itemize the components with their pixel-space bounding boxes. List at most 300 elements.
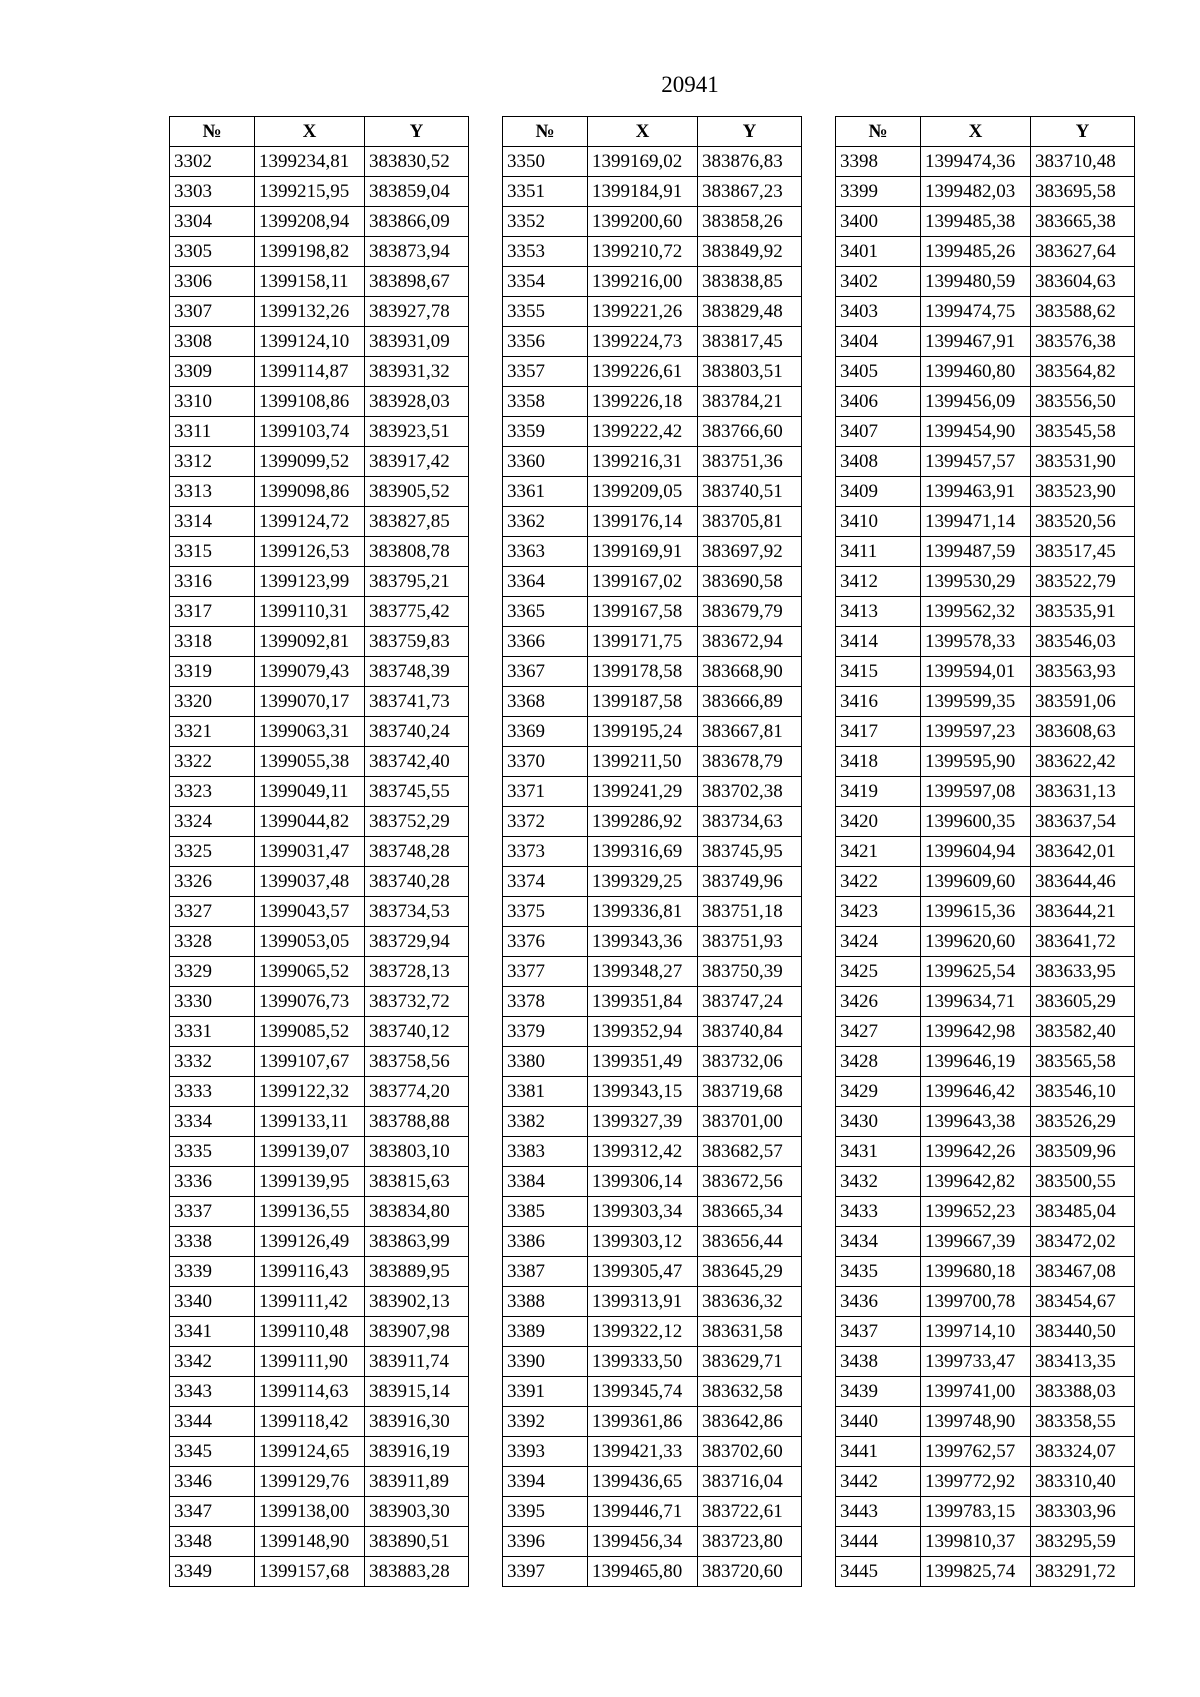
point-number-cell: 3321	[170, 717, 255, 747]
table-row	[836, 657, 1135, 687]
y-coordinate-cell: 383728,13	[365, 957, 469, 987]
table-row	[503, 447, 802, 477]
y-coordinate-cell: 383863,99	[365, 1227, 469, 1257]
y-coordinate-cell: 383720,60	[698, 1557, 802, 1587]
x-coordinate-cell: 1399329,25	[588, 867, 698, 897]
point-number-cell: 3404	[836, 327, 921, 357]
y-coordinate-cell: 383916,30	[365, 1407, 469, 1437]
y-coordinate-cell: 383642,01	[1031, 837, 1135, 867]
table-row	[170, 1287, 469, 1317]
point-number-cell: 3383	[503, 1137, 588, 1167]
x-coordinate-cell: 1399680,18	[921, 1257, 1031, 1287]
table-row	[836, 597, 1135, 627]
y-coordinate-cell: 383732,72	[365, 987, 469, 1017]
y-coordinate-cell: 383633,95	[1031, 957, 1135, 987]
y-coordinate-cell: 383604,63	[1031, 267, 1135, 297]
point-number-cell: 3405	[836, 357, 921, 387]
point-number-cell: 3312	[170, 447, 255, 477]
y-coordinate-cell: 383905,52	[365, 477, 469, 507]
x-coordinate-cell: 1399642,82	[921, 1167, 1031, 1197]
x-coordinate-cell: 1399110,48	[255, 1317, 365, 1347]
table-row	[836, 1137, 1135, 1167]
y-coordinate-cell: 383859,04	[365, 177, 469, 207]
point-number-cell: 3307	[170, 297, 255, 327]
table-row	[503, 897, 802, 927]
x-coordinate-cell: 1399195,24	[588, 717, 698, 747]
table-row	[503, 687, 802, 717]
table-row	[170, 1437, 469, 1467]
table-row	[503, 1407, 802, 1437]
header-x: X	[921, 117, 1031, 147]
table-row	[503, 777, 802, 807]
coordinate-table-3	[835, 116, 1135, 1587]
point-number-cell: 3349	[170, 1557, 255, 1587]
point-number-cell: 3353	[503, 237, 588, 267]
point-number-cell: 3371	[503, 777, 588, 807]
table-row	[503, 177, 802, 207]
y-coordinate-cell: 383509,96	[1031, 1137, 1135, 1167]
point-number-cell: 3305	[170, 237, 255, 267]
point-number-cell: 3403	[836, 297, 921, 327]
x-coordinate-cell: 1399597,08	[921, 777, 1031, 807]
x-coordinate-cell: 1399327,39	[588, 1107, 698, 1137]
point-number-cell: 3329	[170, 957, 255, 987]
coordinate-table-2	[502, 116, 802, 1587]
x-coordinate-cell: 1399129,76	[255, 1467, 365, 1497]
point-number-cell: 3434	[836, 1227, 921, 1257]
point-number-cell: 3411	[836, 537, 921, 567]
table-row	[836, 927, 1135, 957]
point-number-cell: 3388	[503, 1287, 588, 1317]
header-number: №	[170, 117, 255, 147]
point-number-cell: 3443	[836, 1497, 921, 1527]
table-row	[170, 147, 469, 177]
y-coordinate-cell: 383876,83	[698, 147, 802, 177]
point-number-cell: 3360	[503, 447, 588, 477]
x-coordinate-cell: 1399825,74	[921, 1557, 1031, 1587]
x-coordinate-cell: 1399085,52	[255, 1017, 365, 1047]
table-row	[170, 1467, 469, 1497]
point-number-cell: 3374	[503, 867, 588, 897]
table-row	[836, 1227, 1135, 1257]
y-coordinate-cell: 383556,50	[1031, 387, 1135, 417]
y-coordinate-cell: 383723,80	[698, 1527, 802, 1557]
point-number-cell: 3380	[503, 1047, 588, 1077]
point-number-cell: 3340	[170, 1287, 255, 1317]
x-coordinate-cell: 1399211,50	[588, 747, 698, 777]
x-coordinate-cell: 1399124,65	[255, 1437, 365, 1467]
x-coordinate-cell: 1399446,71	[588, 1497, 698, 1527]
point-number-cell: 3357	[503, 357, 588, 387]
y-coordinate-cell: 383889,95	[365, 1257, 469, 1287]
x-coordinate-cell: 1399049,11	[255, 777, 365, 807]
point-number-cell: 3361	[503, 477, 588, 507]
table-row	[836, 1107, 1135, 1137]
table-row	[503, 1197, 802, 1227]
point-number-cell: 3359	[503, 417, 588, 447]
table-row	[836, 1257, 1135, 1287]
table-row	[503, 1437, 802, 1467]
y-coordinate-cell: 383644,46	[1031, 867, 1135, 897]
x-coordinate-cell: 1399210,72	[588, 237, 698, 267]
table-row	[503, 1317, 802, 1347]
table-row	[836, 867, 1135, 897]
x-coordinate-cell: 1399436,65	[588, 1467, 698, 1497]
point-number-cell: 3369	[503, 717, 588, 747]
table-row	[503, 1077, 802, 1107]
point-number-cell: 3381	[503, 1077, 588, 1107]
y-coordinate-cell: 383710,48	[1031, 147, 1135, 177]
table-row	[170, 687, 469, 717]
y-coordinate-cell: 383902,13	[365, 1287, 469, 1317]
x-coordinate-cell: 1399474,75	[921, 297, 1031, 327]
point-number-cell: 3341	[170, 1317, 255, 1347]
table-row	[503, 417, 802, 447]
x-coordinate-cell: 1399139,07	[255, 1137, 365, 1167]
point-number-cell: 3433	[836, 1197, 921, 1227]
point-number-cell: 3314	[170, 507, 255, 537]
x-coordinate-cell: 1399055,38	[255, 747, 365, 777]
header-x: X	[255, 117, 365, 147]
y-coordinate-cell: 383917,42	[365, 447, 469, 477]
point-number-cell: 3399	[836, 177, 921, 207]
y-coordinate-cell: 383546,10	[1031, 1077, 1135, 1107]
table-row	[503, 1017, 802, 1047]
table-row	[503, 1497, 802, 1527]
table-row	[503, 1377, 802, 1407]
point-number-cell: 3431	[836, 1137, 921, 1167]
point-number-cell: 3343	[170, 1377, 255, 1407]
table-row	[503, 717, 802, 747]
y-coordinate-cell: 383740,24	[365, 717, 469, 747]
x-coordinate-cell: 1399594,01	[921, 657, 1031, 687]
x-coordinate-cell: 1399222,42	[588, 417, 698, 447]
x-coordinate-cell: 1399487,59	[921, 537, 1031, 567]
point-number-cell: 3408	[836, 447, 921, 477]
x-coordinate-cell: 1399474,36	[921, 147, 1031, 177]
point-number-cell: 3435	[836, 1257, 921, 1287]
point-number-cell: 3438	[836, 1347, 921, 1377]
point-number-cell: 3406	[836, 387, 921, 417]
x-coordinate-cell: 1399615,36	[921, 897, 1031, 927]
coordinate-table-1	[169, 116, 469, 1587]
table-row	[836, 1047, 1135, 1077]
table-row	[836, 1467, 1135, 1497]
table-row	[503, 357, 802, 387]
x-coordinate-cell: 1399124,10	[255, 327, 365, 357]
point-number-cell: 3331	[170, 1017, 255, 1047]
x-coordinate-cell: 1399642,98	[921, 1017, 1031, 1047]
y-coordinate-cell: 383858,26	[698, 207, 802, 237]
table-row	[836, 387, 1135, 417]
x-coordinate-cell: 1399031,47	[255, 837, 365, 867]
y-coordinate-cell: 383817,45	[698, 327, 802, 357]
point-number-cell: 3356	[503, 327, 588, 357]
table-row	[503, 1467, 802, 1497]
y-coordinate-cell: 383898,67	[365, 267, 469, 297]
table-row	[170, 867, 469, 897]
y-coordinate-cell: 383751,36	[698, 447, 802, 477]
x-coordinate-cell: 1399336,81	[588, 897, 698, 927]
table-row	[170, 477, 469, 507]
table-row	[170, 837, 469, 867]
x-coordinate-cell: 1399454,90	[921, 417, 1031, 447]
y-coordinate-cell: 383759,83	[365, 627, 469, 657]
y-coordinate-cell: 383545,58	[1031, 417, 1135, 447]
y-coordinate-cell: 383667,81	[698, 717, 802, 747]
x-coordinate-cell: 1399597,23	[921, 717, 1031, 747]
point-number-cell: 3414	[836, 627, 921, 657]
point-number-cell: 3437	[836, 1317, 921, 1347]
point-number-cell: 3323	[170, 777, 255, 807]
y-coordinate-cell: 383849,92	[698, 237, 802, 267]
point-number-cell: 3428	[836, 1047, 921, 1077]
y-coordinate-cell: 383834,80	[365, 1197, 469, 1227]
y-coordinate-cell: 383741,73	[365, 687, 469, 717]
y-coordinate-cell: 383866,09	[365, 207, 469, 237]
y-coordinate-cell: 383838,85	[698, 267, 802, 297]
table-row	[503, 627, 802, 657]
point-number-cell: 3425	[836, 957, 921, 987]
point-number-cell: 3337	[170, 1197, 255, 1227]
x-coordinate-cell: 1399157,68	[255, 1557, 365, 1587]
table-row	[836, 327, 1135, 357]
point-number-cell: 3419	[836, 777, 921, 807]
y-coordinate-cell: 383873,94	[365, 237, 469, 267]
table-row	[503, 1557, 802, 1587]
header-y: Y	[1031, 117, 1135, 147]
y-coordinate-cell: 383928,03	[365, 387, 469, 417]
y-coordinate-cell: 383829,48	[698, 297, 802, 327]
x-coordinate-cell: 1399133,11	[255, 1107, 365, 1137]
table-row	[836, 1317, 1135, 1347]
table-row	[836, 1017, 1135, 1047]
x-coordinate-cell: 1399079,43	[255, 657, 365, 687]
point-number-cell: 3387	[503, 1257, 588, 1287]
y-coordinate-cell: 383705,81	[698, 507, 802, 537]
y-coordinate-cell: 383716,04	[698, 1467, 802, 1497]
table-row	[503, 1227, 802, 1257]
x-coordinate-cell: 1399070,17	[255, 687, 365, 717]
table-header-row	[836, 117, 1135, 147]
x-coordinate-cell: 1399176,14	[588, 507, 698, 537]
x-coordinate-cell: 1399065,52	[255, 957, 365, 987]
x-coordinate-cell: 1399209,05	[588, 477, 698, 507]
x-coordinate-cell: 1399234,81	[255, 147, 365, 177]
y-coordinate-cell: 383702,60	[698, 1437, 802, 1467]
point-number-cell: 3418	[836, 747, 921, 777]
table-row	[503, 267, 802, 297]
y-coordinate-cell: 383608,63	[1031, 717, 1135, 747]
table-row	[503, 807, 802, 837]
point-number-cell: 3320	[170, 687, 255, 717]
x-coordinate-cell: 1399471,14	[921, 507, 1031, 537]
table-row	[170, 987, 469, 1017]
table-row	[170, 207, 469, 237]
point-number-cell: 3333	[170, 1077, 255, 1107]
x-coordinate-cell: 1399609,60	[921, 867, 1031, 897]
y-coordinate-cell: 383748,39	[365, 657, 469, 687]
table-row	[170, 357, 469, 387]
y-coordinate-cell: 383582,40	[1031, 1017, 1135, 1047]
x-coordinate-cell: 1399122,32	[255, 1077, 365, 1107]
y-coordinate-cell: 383740,84	[698, 1017, 802, 1047]
point-number-cell: 3338	[170, 1227, 255, 1257]
x-coordinate-cell: 1399343,36	[588, 927, 698, 957]
x-coordinate-cell: 1399733,47	[921, 1347, 1031, 1377]
y-coordinate-cell: 383803,10	[365, 1137, 469, 1167]
x-coordinate-cell: 1399762,57	[921, 1437, 1031, 1467]
point-number-cell: 3400	[836, 207, 921, 237]
y-coordinate-cell: 383665,38	[1031, 207, 1135, 237]
point-number-cell: 3363	[503, 537, 588, 567]
x-coordinate-cell: 1399530,29	[921, 567, 1031, 597]
point-number-cell: 3350	[503, 147, 588, 177]
table-header-row	[170, 117, 469, 147]
y-coordinate-cell: 383775,42	[365, 597, 469, 627]
point-number-cell: 3442	[836, 1467, 921, 1497]
table-row	[503, 1107, 802, 1137]
y-coordinate-cell: 383564,82	[1031, 357, 1135, 387]
x-coordinate-cell: 1399643,38	[921, 1107, 1031, 1137]
x-coordinate-cell: 1399465,80	[588, 1557, 698, 1587]
point-number-cell: 3346	[170, 1467, 255, 1497]
y-coordinate-cell: 383788,88	[365, 1107, 469, 1137]
y-coordinate-cell: 383535,91	[1031, 597, 1135, 627]
table-row	[836, 747, 1135, 777]
table-row	[170, 1107, 469, 1137]
point-number-cell: 3413	[836, 597, 921, 627]
x-coordinate-cell: 1399114,87	[255, 357, 365, 387]
y-coordinate-cell: 383784,21	[698, 387, 802, 417]
point-number-cell: 3327	[170, 897, 255, 927]
table-row	[170, 777, 469, 807]
y-coordinate-cell: 383472,02	[1031, 1227, 1135, 1257]
table-row	[503, 1527, 802, 1557]
y-coordinate-cell: 383740,51	[698, 477, 802, 507]
table-row	[836, 537, 1135, 567]
point-number-cell: 3348	[170, 1527, 255, 1557]
y-coordinate-cell: 383605,29	[1031, 987, 1135, 1017]
table-row	[836, 1377, 1135, 1407]
table-row	[170, 747, 469, 777]
point-number-cell: 3316	[170, 567, 255, 597]
x-coordinate-cell: 1399200,60	[588, 207, 698, 237]
table-row	[170, 417, 469, 447]
table-row	[836, 147, 1135, 177]
x-coordinate-cell: 1399348,27	[588, 957, 698, 987]
table-row	[170, 1557, 469, 1587]
y-coordinate-cell: 383324,07	[1031, 1437, 1135, 1467]
x-coordinate-cell: 1399642,26	[921, 1137, 1031, 1167]
point-number-cell: 3420	[836, 807, 921, 837]
x-coordinate-cell: 1399467,91	[921, 327, 1031, 357]
point-number-cell: 3429	[836, 1077, 921, 1107]
x-coordinate-cell: 1399126,49	[255, 1227, 365, 1257]
point-number-cell: 3308	[170, 327, 255, 357]
point-number-cell: 3410	[836, 507, 921, 537]
table-row	[836, 627, 1135, 657]
y-coordinate-cell: 383690,58	[698, 567, 802, 597]
x-coordinate-cell: 1399652,23	[921, 1197, 1031, 1227]
x-coordinate-cell: 1399485,26	[921, 237, 1031, 267]
x-coordinate-cell: 1399714,10	[921, 1317, 1031, 1347]
point-number-cell: 3384	[503, 1167, 588, 1197]
table-row	[836, 237, 1135, 267]
y-coordinate-cell: 383774,20	[365, 1077, 469, 1107]
header-number: №	[836, 117, 921, 147]
table-row	[170, 1227, 469, 1257]
table-row	[170, 1047, 469, 1077]
y-coordinate-cell: 383627,64	[1031, 237, 1135, 267]
x-coordinate-cell: 1399044,82	[255, 807, 365, 837]
y-coordinate-cell: 383830,52	[365, 147, 469, 177]
table-row	[170, 177, 469, 207]
y-coordinate-cell: 383747,24	[698, 987, 802, 1017]
x-coordinate-cell: 1399303,12	[588, 1227, 698, 1257]
y-coordinate-cell: 383413,35	[1031, 1347, 1135, 1377]
table-row	[503, 1347, 802, 1377]
table-row	[503, 567, 802, 597]
x-coordinate-cell: 1399063,31	[255, 717, 365, 747]
point-number-cell: 3389	[503, 1317, 588, 1347]
x-coordinate-cell: 1399208,94	[255, 207, 365, 237]
table-row	[503, 507, 802, 537]
point-number-cell: 3345	[170, 1437, 255, 1467]
point-number-cell: 3366	[503, 627, 588, 657]
x-coordinate-cell: 1399099,52	[255, 447, 365, 477]
table-row	[170, 1017, 469, 1047]
x-coordinate-cell: 1399625,54	[921, 957, 1031, 987]
x-coordinate-cell: 1399482,03	[921, 177, 1031, 207]
x-coordinate-cell: 1399351,49	[588, 1047, 698, 1077]
y-coordinate-cell: 383522,79	[1031, 567, 1135, 597]
table-row	[170, 1317, 469, 1347]
point-number-cell: 3342	[170, 1347, 255, 1377]
table-row	[503, 477, 802, 507]
point-number-cell: 3362	[503, 507, 588, 537]
point-number-cell: 3432	[836, 1167, 921, 1197]
point-number-cell: 3397	[503, 1557, 588, 1587]
x-coordinate-cell: 1399116,43	[255, 1257, 365, 1287]
y-coordinate-cell: 383795,21	[365, 567, 469, 597]
x-coordinate-cell: 1399148,90	[255, 1527, 365, 1557]
point-number-cell: 3379	[503, 1017, 588, 1047]
point-number-cell: 3372	[503, 807, 588, 837]
table-row	[170, 1137, 469, 1167]
point-number-cell: 3396	[503, 1527, 588, 1557]
x-coordinate-cell: 1399178,58	[588, 657, 698, 687]
x-coordinate-cell: 1399167,58	[588, 597, 698, 627]
y-coordinate-cell: 383916,19	[365, 1437, 469, 1467]
x-coordinate-cell: 1399456,34	[588, 1527, 698, 1557]
header-y: Y	[365, 117, 469, 147]
table-row	[836, 1437, 1135, 1467]
y-coordinate-cell: 383695,58	[1031, 177, 1135, 207]
x-coordinate-cell: 1399108,86	[255, 387, 365, 417]
point-number-cell: 3416	[836, 687, 921, 717]
y-coordinate-cell: 383546,03	[1031, 627, 1135, 657]
x-coordinate-cell: 1399634,71	[921, 987, 1031, 1017]
x-coordinate-cell: 1399123,99	[255, 567, 365, 597]
x-coordinate-cell: 1399107,67	[255, 1047, 365, 1077]
x-coordinate-cell: 1399772,92	[921, 1467, 1031, 1497]
table-row	[836, 897, 1135, 927]
point-number-cell: 3436	[836, 1287, 921, 1317]
x-coordinate-cell: 1399457,57	[921, 447, 1031, 477]
point-number-cell: 3398	[836, 147, 921, 177]
table-row	[836, 1287, 1135, 1317]
